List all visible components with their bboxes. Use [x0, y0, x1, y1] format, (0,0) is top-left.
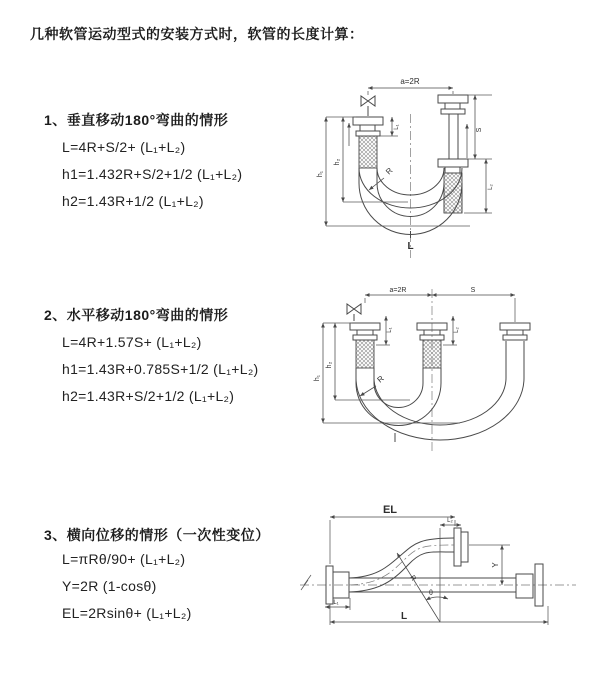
- d2-radius-label: R: [375, 373, 386, 385]
- section-3-heading: 3、横向位移的情形（一次性变位）: [44, 527, 270, 543]
- valve-icon: [347, 304, 361, 321]
- dimension-a2r: [368, 77, 453, 95]
- valve-icon: [361, 96, 375, 116]
- diagram-horizontal-180-bend: [310, 283, 600, 463]
- d3-dim-l2-label: L₂: [447, 518, 453, 524]
- formula-line: h2=1.43R+1/2 (L₁+L₂): [62, 193, 204, 209]
- dimension-s: [468, 95, 492, 159]
- d1-dim-h1-label: h₁: [317, 170, 324, 178]
- break-mark: [301, 575, 311, 590]
- dimension-s: [432, 287, 515, 322]
- d1-dim-h2-label: h₂: [334, 158, 341, 166]
- braided-hose: [356, 340, 374, 368]
- formula-line: h1=1.43R+0.785S+1/2 (L₁+L₂): [62, 361, 259, 377]
- dimension-a2r: [365, 287, 432, 303]
- moved-pipe-flange: [500, 323, 530, 340]
- d1-length-label: L: [407, 241, 414, 252]
- dimension-l: [330, 604, 548, 625]
- d2-dim-l2-label: L₂: [454, 327, 460, 333]
- d2-dim-a-label: a=2R: [389, 287, 407, 294]
- angle-construction: [397, 528, 448, 622]
- d2-dim-h2-label: h₂: [326, 361, 333, 369]
- left-pipe-flange: [350, 323, 380, 368]
- dimension-l2: [440, 518, 461, 525]
- d3-dim-l-label: L: [400, 611, 408, 622]
- formula-line: Y=2R (1-cosθ): [62, 578, 157, 594]
- d1-dim-l2-label: L₂: [488, 184, 494, 190]
- d1-radius-label: R: [384, 165, 395, 177]
- dimension-h1: [314, 323, 460, 423]
- formula-line: EL=2Rsinθ+ (L₁+L₂): [62, 605, 192, 621]
- right-pipe-flange: [438, 95, 468, 213]
- section-2-heading: 2、水平移动180°弯曲的情形: [44, 307, 229, 323]
- braided-hose: [423, 340, 441, 368]
- d3-dim-y-label: Y: [491, 562, 500, 568]
- d2-dim-l1-label: L₁: [387, 327, 393, 333]
- dimension-y: [469, 545, 510, 585]
- left-pipe-flange: [349, 117, 383, 168]
- formula-line: L=πRθ/90+ (L₁+L₂): [62, 551, 186, 567]
- section-1-heading: 1、垂直移动180°弯曲的情形: [44, 112, 229, 128]
- dimension-el: [330, 504, 455, 564]
- braided-hose: [444, 173, 462, 213]
- d1-dim-a-label: a=2R: [400, 77, 420, 86]
- diagram-lateral-displacement: [298, 498, 598, 663]
- d3-radius-label: R: [408, 574, 417, 583]
- formula-line: L=4R+S/2+ (L₁+L₂): [62, 139, 186, 155]
- d2-dim-s-label: S: [470, 287, 476, 294]
- d1-dim-l1-label: L₁: [394, 124, 400, 130]
- diagram-vertical-180-bend: [312, 66, 597, 266]
- d3-dim-el-label: EL: [382, 504, 398, 516]
- formula-line: h1=1.432R+S/2+1/2 (L₁+L₂): [62, 166, 243, 182]
- displaced-hose: [349, 538, 454, 592]
- braided-hose: [359, 136, 377, 168]
- radius-callout: [369, 166, 395, 190]
- d2-dim-h1-label: h₁: [314, 374, 321, 382]
- upper-flange: [454, 528, 468, 566]
- middle-pipe-flange: [417, 323, 447, 368]
- page-title: 几种软管运动型式的安装方式时，软管的长度计算：: [30, 26, 364, 42]
- d3-angle-label: θ: [429, 590, 433, 597]
- radius-callout: [360, 374, 386, 396]
- formula-line: L=4R+1.57S+ (L₁+L₂): [62, 334, 202, 350]
- d3-dim-l1-label: L₁: [333, 600, 339, 606]
- d1-dim-s-label: S: [476, 127, 483, 133]
- formula-line: h2=1.43R+S/2+1/2 (L₁+L₂): [62, 388, 235, 404]
